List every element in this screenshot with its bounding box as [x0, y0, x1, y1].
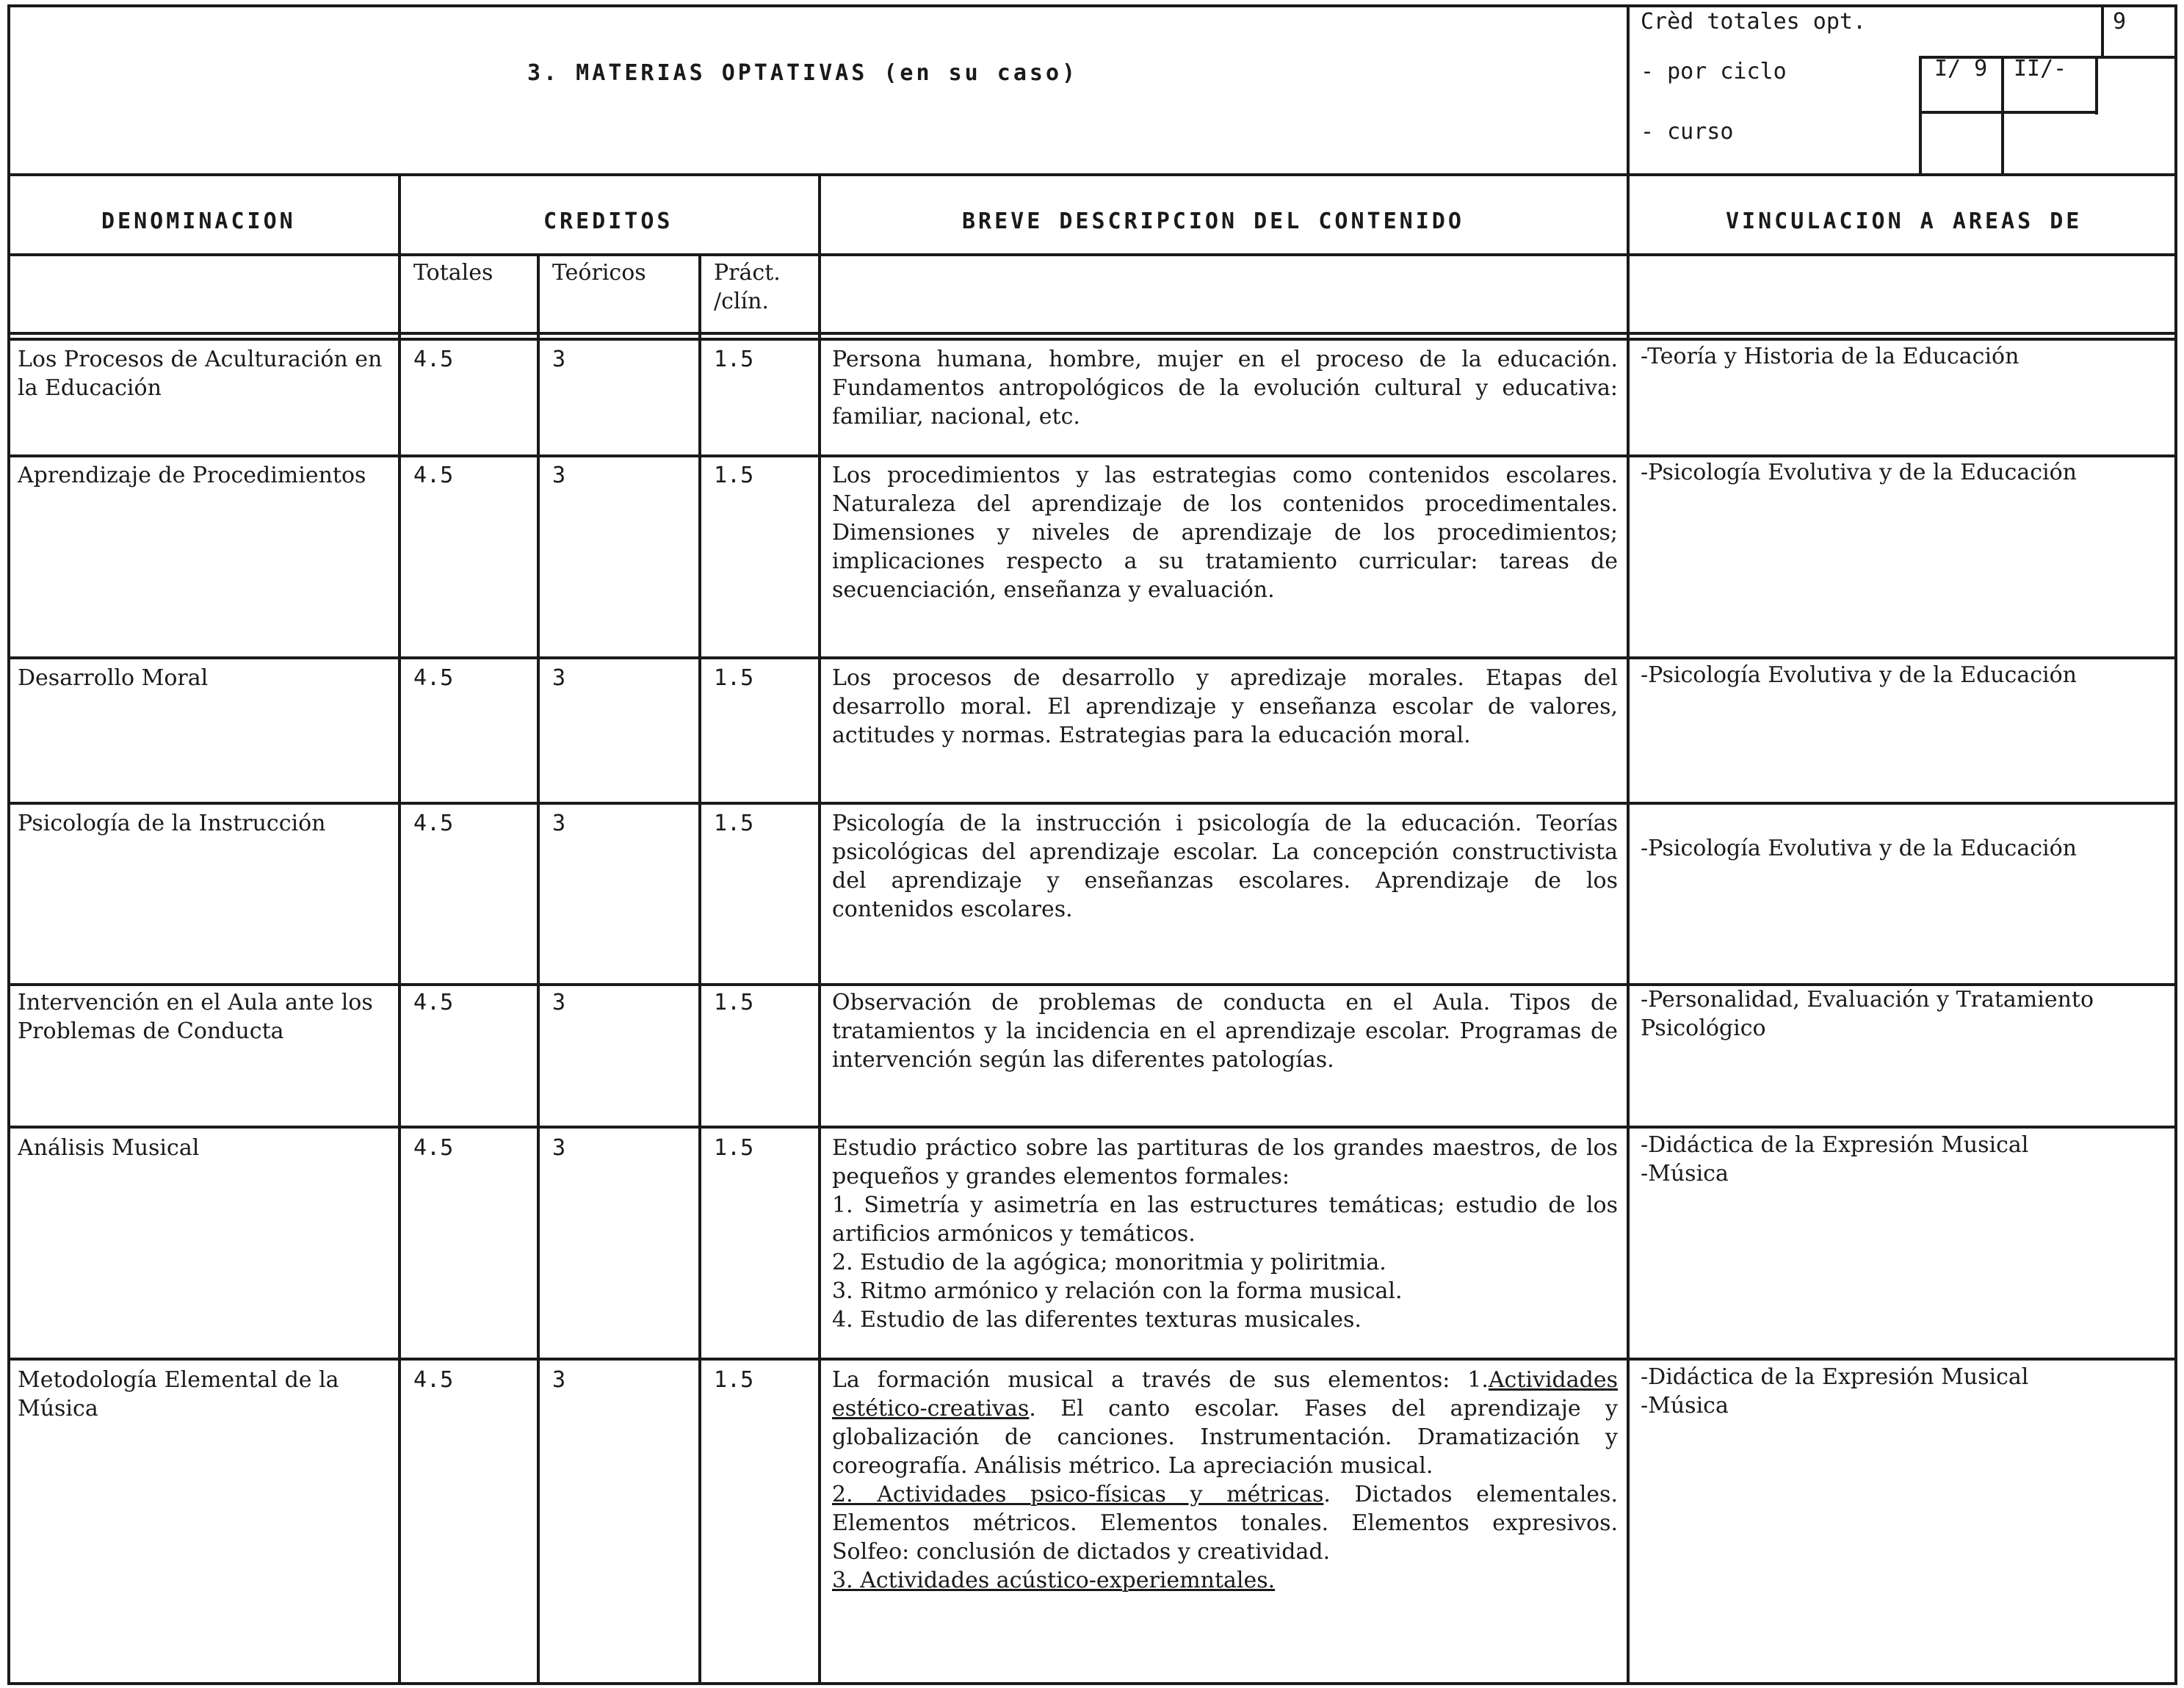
- row-7-desc-part-3: [832, 1566, 1618, 1595]
- row-7-desc-heading-2: 2. Actividades psico-físicas y métricas: [832, 1482, 1324, 1507]
- row-5-vinculacion: -Personalidad, Evaluación y Tratamiento Psicológico: [1641, 987, 2094, 1041]
- col-divider-vinculacion: [1627, 4, 1630, 1685]
- rule-credits-2: [1919, 111, 2095, 114]
- ciclo-divider-3: [2095, 56, 2098, 115]
- row-2-denominacion: Aprendizaje de Procedimientos: [18, 463, 366, 488]
- rule-header-bottom-2: [7, 338, 2177, 341]
- row-6-totales: 4.5: [413, 1135, 454, 1161]
- col-header-denominacion: DENOMINACION: [101, 209, 296, 234]
- row-6-desc-item-2: 2. Estudio de la agógica; monoritmia y poliritmia.: [832, 1250, 1386, 1275]
- row-2-totales: 4.5: [413, 463, 454, 488]
- row-7-denominacion: Metodología Elemental de la Música: [18, 1367, 339, 1421]
- row-6-teoricos: 3: [552, 1135, 566, 1161]
- cred-total-divider: [2101, 4, 2104, 56]
- ciclo-divider-1: [1919, 56, 1922, 173]
- row-6-desc-intro: Estudio práctico sobre las partituras de los grandes maestros, de los pequeños y grandes elementos formales:: [832, 1135, 1618, 1189]
- row-3-descripcion: Los procesos de desarrollo y apredizaje morales. Etapas del desarrollo moral. El aprendizaje y enseñanza escolar de valores, actitudes y normas. Estrategias para la educación moral.: [832, 665, 1618, 748]
- row-4-descripcion: Psicología de la instrucción i psicología de la educación. Teorías psicológicas del aprendizaje escolar. La concepción constructivista del aprendizaje y enseñanzas escolares. Aprendizaje de los contenidos escolares.: [832, 811, 1618, 922]
- row-7-desc-heading-3: 3. Actividades acústico-experiemntales.: [832, 1568, 1276, 1593]
- row-5-totales: 4.5: [413, 990, 454, 1015]
- row-sep-5: [7, 1126, 2177, 1129]
- row-1-descripcion: Persona humana, hombre, mujer en el proceso de la educación. Fundamentos antropológicos de la evolución cultural y educativa: familiar, nacional, etc.: [832, 347, 1618, 430]
- row-7-desc-part-2: [832, 1480, 1618, 1566]
- border-right: [2174, 4, 2177, 1685]
- row-6-vinculacion: [1641, 1131, 2169, 1188]
- row-2-vinculacion: -Psicología Evolutiva y de la Educación: [1641, 460, 2077, 485]
- row-3-vinculacion: -Psicología Evolutiva y de la Educación: [1641, 662, 2077, 688]
- row-1-vinculacion: -Teoría y Historia de la Educación: [1641, 344, 2020, 369]
- row-6-descripcion: [832, 1134, 1618, 1334]
- row-3-teoricos: 3: [552, 665, 566, 691]
- row-7-teoricos: 3: [552, 1367, 566, 1393]
- row-5-practicos: 1.5: [714, 990, 754, 1015]
- row-5-teoricos: 3: [552, 990, 566, 1015]
- row-7-desc-text-2: . Dictados elementales. Elementos métricos. Elementos tonales. Elementos expresivos. Solfeo: conclusión de dictados y creatividad.: [832, 1482, 1618, 1565]
- row-7-totales: 4.5: [413, 1367, 454, 1393]
- ciclo-divider-2: [2001, 56, 2004, 173]
- row-2-teoricos: 3: [552, 463, 566, 488]
- col-divider-creditos: [398, 173, 401, 1685]
- row-5-descripcion: Observación de problemas de conducta en el Aula. Tipos de tratamientos y la incidencia en el aprendizaje escolar. Programas de intervención según las diferentes patologías.: [832, 990, 1618, 1073]
- col-divider-teoricos: [537, 253, 540, 1685]
- row-3-practicos: 1.5: [714, 665, 754, 691]
- row-3-denominacion: Desarrollo Moral: [18, 665, 209, 691]
- row-2-practicos: 1.5: [714, 463, 754, 488]
- row-6-practicos: 1.5: [714, 1135, 754, 1161]
- row-1-teoricos: 3: [552, 347, 566, 372]
- col-header-vinculacion: VINCULACION A AREAS DE: [1726, 209, 2083, 234]
- row-6-desc-item-1: 1. Simetría y asimetría en las estructures temáticas; estudio de los artificios armónicos y temáticos.: [832, 1192, 1618, 1247]
- row-6-desc-item-4: 4. Estudio de las diferentes texturas musicales.: [832, 1307, 1362, 1333]
- row-7-descripcion: [832, 1366, 1618, 1595]
- rule-header-bottom: [7, 332, 2177, 335]
- row-6-area-2: -Música: [1641, 1161, 1729, 1187]
- por-ciclo-label: - por ciclo: [1641, 59, 1787, 84]
- row-1-practicos: 1.5: [714, 347, 754, 372]
- row-7-desc-text-1: . El canto escolar. Fases del aprendizaje y globalización de canciones. Instrumentación. Dramatización y coreografía. Análisis métrico. La apreciación musical.: [832, 1396, 1618, 1479]
- col-header-descripcion: BREVE DESCRIPCION DEL CONTENIDO: [962, 209, 1464, 234]
- col-header-creditos: CREDITOS: [543, 209, 673, 234]
- subheader-totales: Totales: [413, 260, 493, 286]
- col-divider-practicos: [698, 253, 701, 1685]
- row-sep-6: [7, 1358, 2177, 1361]
- subheader-teoricos: Teóricos: [552, 260, 646, 286]
- row-1-denominacion: Los Procesos de Aculturación en la Educación: [18, 347, 383, 401]
- row-4-vinculacion: -Psicología Evolutiva y de la Educación: [1641, 836, 2077, 861]
- cred-totales-label: Crèd totales opt.: [1641, 9, 1867, 35]
- row-4-denominacion: Psicología de la Instrucción: [18, 811, 326, 836]
- row-4-totales: 4.5: [413, 811, 454, 836]
- row-sep-1: [7, 454, 2177, 457]
- subheader-practicos-line1: Práct.: [714, 260, 781, 286]
- subheader-practicos: [714, 258, 809, 316]
- rule-header-mid: [7, 253, 2177, 256]
- row-2-descripcion: Los procedimientos y las estrategias como contenidos escolares. Naturaleza del aprendizaje de los contenidos procedimentales. Dimensiones y niveles de aprendizaje de los procedimientos; implicaciones respecto a su tratamiento curricular: tareas de secuenciación, enseñanza y evaluación.: [832, 463, 1618, 603]
- row-3-totales: 4.5: [413, 665, 454, 691]
- rule-title-bottom: [7, 173, 2177, 176]
- row-5-denominacion: Intervención en el Aula ante los Problemas de Conducta: [18, 990, 373, 1044]
- row-6-area-1: -Didáctica de la Expresión Musical: [1641, 1132, 2029, 1158]
- row-1-totales: 4.5: [413, 347, 454, 372]
- row-4-practicos: 1.5: [714, 811, 754, 836]
- row-7-desc-heading-1: Actividades estético-creativas: [832, 1367, 1618, 1421]
- row-7-practicos: 1.5: [714, 1367, 754, 1393]
- row-4-teoricos: 3: [552, 811, 566, 836]
- row-7-area-2: -Música: [1641, 1393, 1729, 1419]
- border-bottom: [7, 1682, 2177, 1685]
- row-6-denominacion: Análisis Musical: [18, 1135, 200, 1161]
- curso-label: - curso: [1641, 119, 1734, 145]
- row-7-desc-intro: La formación musical a través de sus elementos: 1.: [832, 1367, 1489, 1393]
- ciclo-I-value: I/ 9: [1934, 56, 1988, 81]
- row-7-area-1: -Didáctica de la Expresión Musical: [1641, 1364, 2029, 1390]
- row-7-desc-part-1: [832, 1366, 1618, 1480]
- row-sep-3: [7, 802, 2177, 805]
- col-divider-descripcion: [818, 173, 821, 1685]
- cred-totales-value: 9: [2113, 9, 2127, 35]
- row-sep-2: [7, 656, 2177, 659]
- section-title: 3. MATERIAS OPTATIVAS (en su caso): [527, 60, 1079, 86]
- row-7-vinculacion: [1641, 1363, 2169, 1420]
- border-left: [7, 4, 10, 1685]
- subheader-practicos-line2: /clín.: [714, 289, 769, 314]
- ciclo-II-value: II/-: [2014, 56, 2067, 81]
- row-6-desc-item-3: 3. Ritmo armónico y relación con la forma musical.: [832, 1278, 1403, 1304]
